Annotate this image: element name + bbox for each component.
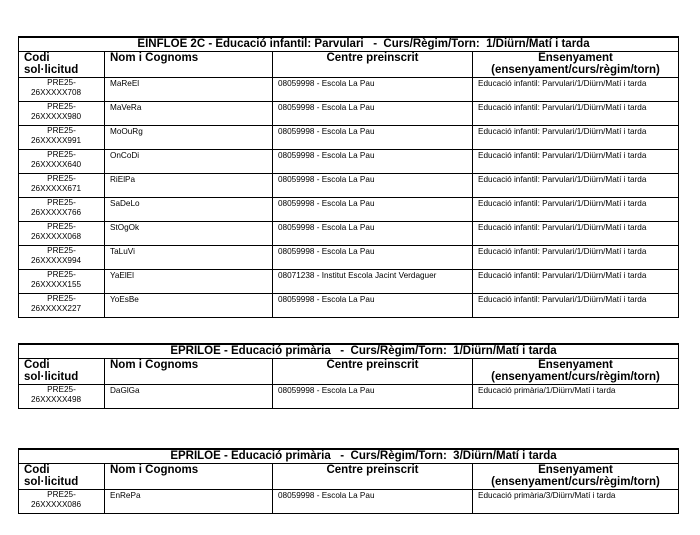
header-nom: Nom i Cognoms — [105, 52, 273, 78]
centre-name: 08059998 - Escola La Pau — [273, 174, 473, 198]
request-code: PRE25- 26XXXXX994 — [19, 246, 105, 270]
request-code: PRE25- 26XXXXX068 — [19, 222, 105, 246]
header-ensenyament: Ensenyament (ensenyament/curs/règim/torn) — [473, 52, 679, 78]
group-title: EPRILOE - Educació primària - Curs/Règim/Torn: 1/Diürn/Matí i tarda — [19, 344, 679, 359]
ensenyament-value: Educació primària/1/Diürn/Matí i tarda — [473, 385, 679, 409]
centre-name: 08059998 - Escola La Pau — [273, 294, 473, 318]
centre-name: 08059998 - Escola La Pau — [273, 150, 473, 174]
student-name: MaVeRa — [105, 102, 273, 126]
header-codi: Codi sol·licitud — [19, 464, 105, 490]
student-name: EnRePa — [105, 490, 273, 514]
table-row — [19, 294, 679, 318]
student-name: DaGlGa — [105, 385, 273, 409]
request-code: PRE25- 26XXXXX708 — [19, 78, 105, 102]
group-title: EPRILOE - Educació primària - Curs/Règim/Torn: 3/Diürn/Matí i tarda — [19, 449, 679, 464]
request-code: PRE25- 26XXXXX498 — [19, 385, 105, 409]
ensenyament-value: Educació infantil: Parvulari/1/Diürn/Matí i tarda — [473, 222, 679, 246]
student-name: YoEsBe — [105, 294, 273, 318]
student-name: SaDeLo — [105, 198, 273, 222]
centre-name: 08059998 - Escola La Pau — [273, 126, 473, 150]
ensenyament-value: Educació primària/3/Diürn/Matí i tarda — [473, 490, 679, 514]
group-table-epriloe-1 — [18, 343, 678, 409]
header-ensenyament: Ensenyament (ensenyament/curs/règim/torn) — [473, 464, 679, 490]
student-name: StOgOk — [105, 222, 273, 246]
group-table-epriloe-3 — [18, 448, 678, 514]
table-row — [19, 174, 679, 198]
centre-name: 08059998 - Escola La Pau — [273, 222, 473, 246]
request-code: PRE25- 26XXXXX086 — [19, 490, 105, 514]
ensenyament-value: Educació infantil: Parvulari/1/Diürn/Matí i tarda — [473, 174, 679, 198]
group-title: EINFLOE 2C - Educació infantil: Parvulari - Curs/Règim/Torn: 1/Diürn/Matí i tarda — [19, 37, 679, 52]
table-row — [19, 126, 679, 150]
header-nom: Nom i Cognoms — [105, 464, 273, 490]
admission-table — [18, 343, 679, 409]
request-code: PRE25- 26XXXXX671 — [19, 174, 105, 198]
table-row — [19, 78, 679, 102]
table-row — [19, 385, 679, 409]
table-row — [19, 150, 679, 174]
header-centre: Centre preinscrit — [273, 464, 473, 490]
ensenyament-value: Educació infantil: Parvulari/1/Diürn/Matí i tarda — [473, 150, 679, 174]
ensenyament-value: Educació infantil: Parvulari/1/Diürn/Matí i tarda — [473, 246, 679, 270]
table-row — [19, 222, 679, 246]
header-nom: Nom i Cognoms — [105, 359, 273, 385]
header-centre: Centre preinscrit — [273, 359, 473, 385]
ensenyament-value: Educació infantil: Parvulari/1/Diürn/Matí i tarda — [473, 270, 679, 294]
table-row — [19, 490, 679, 514]
request-code: PRE25- 26XXXXX980 — [19, 102, 105, 126]
ensenyament-value: Educació infantil: Parvulari/1/Diürn/Matí i tarda — [473, 102, 679, 126]
header-centre: Centre preinscrit — [273, 52, 473, 78]
ensenyament-value: Educació infantil: Parvulari/1/Diürn/Matí i tarda — [473, 294, 679, 318]
request-code: PRE25- 26XXXXX155 — [19, 270, 105, 294]
ensenyament-value: Educació infantil: Parvulari/1/Diürn/Matí i tarda — [473, 126, 679, 150]
admission-table — [18, 36, 679, 318]
header-codi: Codi sol·licitud — [19, 359, 105, 385]
header-codi: Codi sol·licitud — [19, 52, 105, 78]
student-name: YaElEl — [105, 270, 273, 294]
centre-name: 08059998 - Escola La Pau — [273, 385, 473, 409]
table-row — [19, 270, 679, 294]
centre-name: 08059998 - Escola La Pau — [273, 78, 473, 102]
ensenyament-value: Educació infantil: Parvulari/1/Diürn/Matí i tarda — [473, 198, 679, 222]
centre-name: 08059998 - Escola La Pau — [273, 246, 473, 270]
table-row — [19, 198, 679, 222]
admission-table — [18, 448, 679, 514]
table-row — [19, 246, 679, 270]
student-name: OnCoDi — [105, 150, 273, 174]
ensenyament-value: Educació infantil: Parvulari/1/Diürn/Matí i tarda — [473, 78, 679, 102]
table-row — [19, 102, 679, 126]
centre-name: 08059998 - Escola La Pau — [273, 490, 473, 514]
centre-name: 08059998 - Escola La Pau — [273, 102, 473, 126]
student-name: TaLuVi — [105, 246, 273, 270]
request-code: PRE25- 26XXXXX766 — [19, 198, 105, 222]
request-code: PRE25- 26XXXXX991 — [19, 126, 105, 150]
header-ensenyament: Ensenyament (ensenyament/curs/règim/torn) — [473, 359, 679, 385]
centre-name: 08059998 - Escola La Pau — [273, 198, 473, 222]
student-name: MaReEl — [105, 78, 273, 102]
student-name: MoOuRg — [105, 126, 273, 150]
request-code: PRE25- 26XXXXX227 — [19, 294, 105, 318]
group-table-einfloe — [18, 36, 678, 318]
request-code: PRE25- 26XXXXX640 — [19, 150, 105, 174]
centre-name: 08071238 - Institut Escola Jacint Verdaguer — [273, 270, 473, 294]
student-name: RiElPa — [105, 174, 273, 198]
